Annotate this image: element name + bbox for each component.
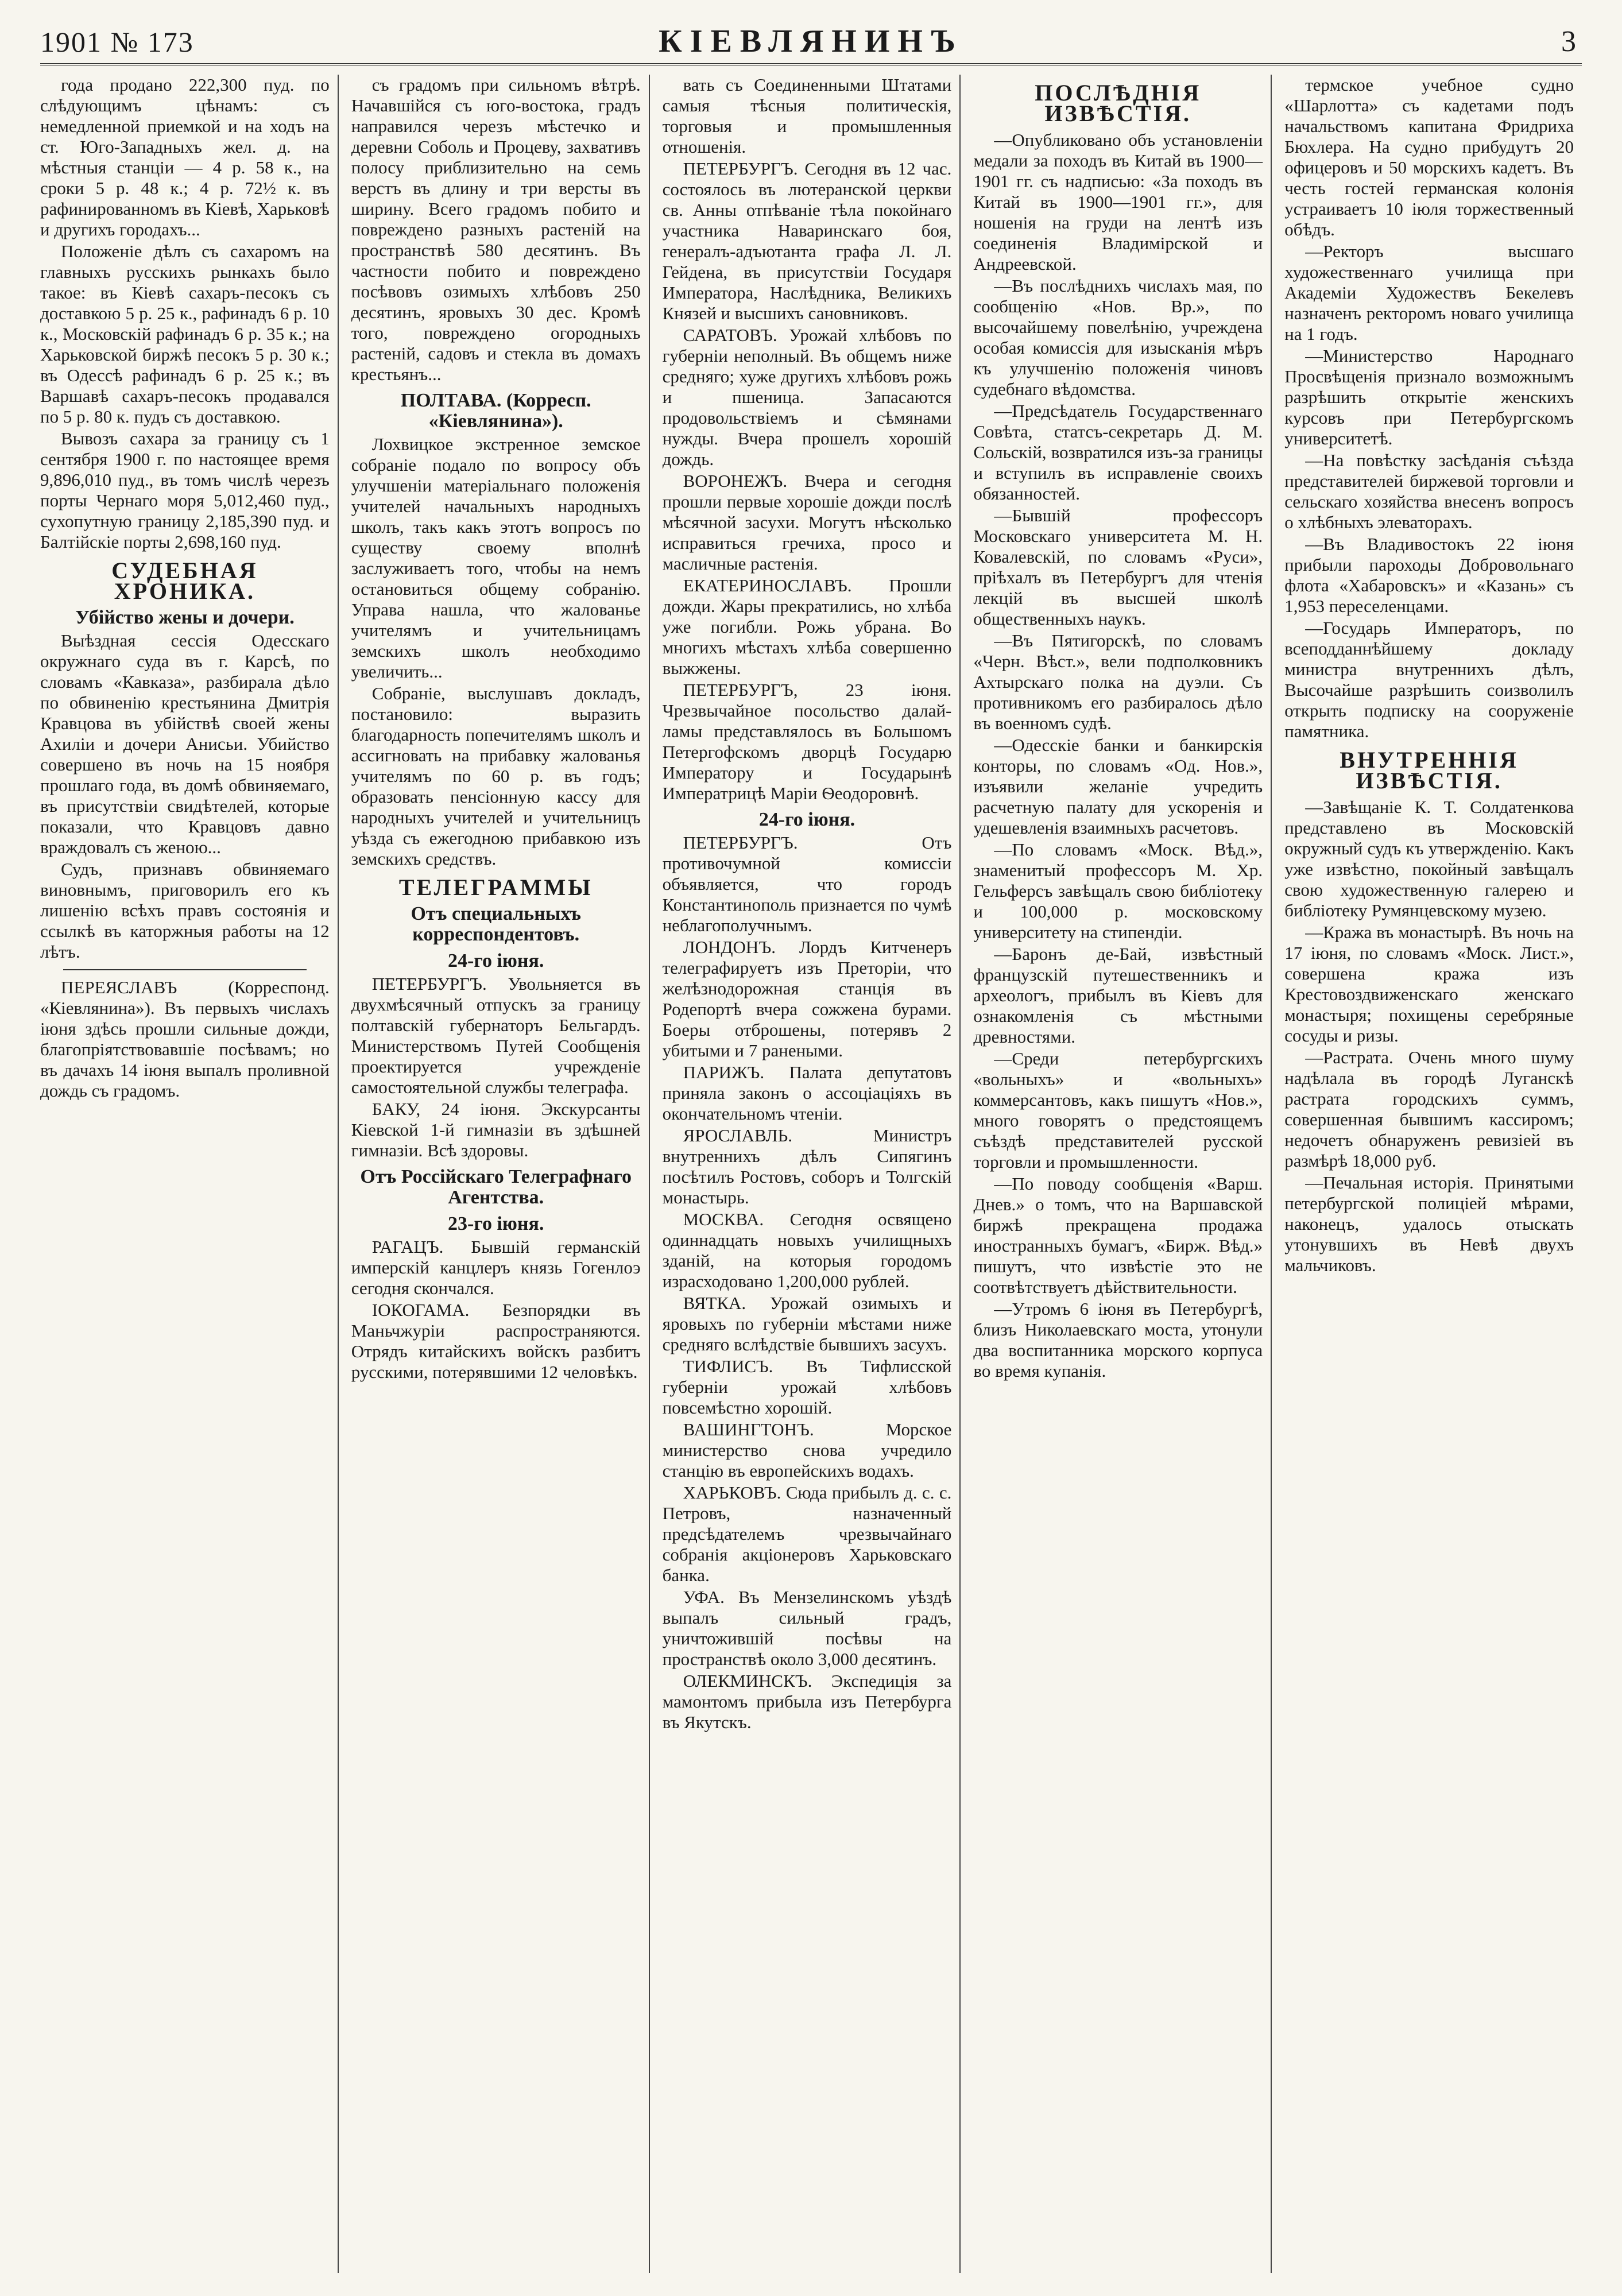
paragraph: —Въ послѣднихъ числахъ мая, по сообщенію «Нов. Вр.», по высочайшему повелѣнію, учреждена особая комиссія для изысканія мѣръ къ улучшенію положенія чиновъ судебнаго вѣдомства.: [973, 276, 1263, 399]
paragraph: —На повѣстку засѣданія съѣзда представителей биржевой торговли и сельскаго хозяйства внесенъ вопросъ о хлѣбныхъ элеваторахъ.: [1284, 450, 1574, 532]
paragraph: —Завѣщаніе К. Т. Солдатенкова представлено въ Московскій окружный судъ къ утвержденію. Какъ уже извѣстно, покойный завѣщалъ свою художественную галерею и библіотеку Румянцевскому музею.: [1284, 797, 1574, 920]
section-subtitle: Отъ специальныхъ корреспондентовъ.: [411, 903, 581, 945]
paragraph: —Растрата. Очень много шуму надѣлала въ городѣ Луганскѣ растрата городскихъ суммъ, совершенная бывшимъ кассиромъ; недочетъ обнаруженъ ревизіей въ размѣрѣ 18,000 руб.: [1284, 1047, 1574, 1171]
paragraph: Собраніе, выслушавъ докладъ, постановило: выразить благодарность попечителямъ школъ и ассигновать на прибавку жалованья учителямъ по 60 р. въ годъ; образовать пенсіонную кассу для народныхъ учителей и учительницъ уѣзда съ ежегодною прибавкою изъ земскихъ средствъ.: [351, 683, 641, 869]
paragraph: —Ректоръ высшаго художественнаго училища при Академіи Художествъ Бекелевъ назначенъ ректоромъ новаго училища на 1 годъ.: [1284, 241, 1574, 344]
paragraph: —Въ Владивостокъ 22 іюня прибыли пароходы Добровольнаго флота «Хабаровскъ» и «Казань» съ 1,953 переселенцами.: [1284, 534, 1574, 616]
date-heading: 24-го іюня.: [758, 809, 855, 830]
correspondence-title: ПОЛТАВА. (Корресп. «Кіевлянина»).: [400, 390, 591, 432]
date-heading: 24-го іюня.: [448, 950, 544, 971]
paragraph: Положеніе дѣлъ съ сахаромъ на главныхъ русскихъ рынкахъ было такое: въ Кіевѣ сахаръ-песокъ съ доставкою 5 р. 25 к., рафинадъ 6 р. 10 к., Московскій рафинадъ 6 р. 35 к.; на Харьковской биржѣ песокъ 5 р. 30 к.; въ Одессѣ рафинадъ 6 р. 25 к.; въ Варшавѣ сахаръ-песокъ продавался по 5 р. 80 к. пудъ съ доставкою.: [40, 241, 330, 427]
date-heading: 23-го іюня.: [448, 1213, 544, 1234]
paragraph: САРАТОВЪ. Урожай хлѣбовъ по губерніи неполный. Въ общемъ ниже средняго; хуже другихъ хлѣбовъ рожь и пшеница. Запасаются продовольствіемъ и сѣмянами нужды. Вчера прошелъ хорошій дождь.: [662, 325, 952, 469]
page-number: 3: [1561, 25, 1576, 58]
paragraph: ЛОНДОНЪ. Лордъ Китченеръ телеграфируетъ изъ Преторіи, что желѣзнодорожная станція въ Родепортѣ вчера сожжена бурами. Боеры отброшены, потерявъ 2 убитыми и 7 ранеными.: [662, 937, 952, 1060]
paragraph: ІОКОГАМА. Безпорядки въ Маньчжуріи распространяются. Отрядъ китайскихъ войскъ разбитъ русскими, потерявшими 12 человѣкъ.: [351, 1300, 641, 1382]
paragraph: Судъ, признавъ обвиняемаго виновнымъ, приговорилъ его къ лишенію всѣхъ правъ состоянія и ссылкѣ въ каторжныя работы на 12 лѣтъ.: [40, 859, 330, 962]
paragraph: —Въ Пятигорскѣ, по словамъ «Черн. Вѣст.», вели подполковникъ Ахтырскаго полка на дуэли. Съ противникомъ его разбиралось дѣло въ военномъ судѣ.: [973, 630, 1263, 733]
paragraph: ТИФЛИСЪ. Въ Тифлисской губерніи урожай хлѣбовъ повсемѣстно хорошій.: [662, 1356, 952, 1418]
paragraph: —Бывшій профессоръ Московскаго университета М. Н. Ковалевскій, по словамъ «Руси», пріѣхалъ въ Петербургъ для чтенія лекцій въ высшей школѣ общественныхъ наукъ.: [973, 505, 1263, 629]
paragraph: УФА. Въ Мензелинскомъ уѣздѣ выпалъ сильный градъ, уничтожившій посѣвы на пространствѣ около 3,000 десятинъ.: [662, 1587, 952, 1669]
paragraph: ЯРОСЛАВЛЬ. Министръ внутреннихъ дѣлъ Сипягинъ посѣтилъ Ростовъ, соборъ и Толгскій монастырь.: [662, 1125, 952, 1207]
section-title-internal-news: ВНУТРЕННІЯ ИЗВѢСТІЯ.: [1340, 747, 1519, 793]
section-title-latest-news: ПОСЛѢДНІЯ ИЗВѢСТІЯ.: [1035, 80, 1202, 126]
paragraph: ВОРОНЕЖЪ. Вчера и сегодня прошли первые хорошіе дожди послѣ мѣсячной засухи. Могутъ нѣсколько исправиться гречиха, просо и масличные растенія.: [662, 471, 952, 574]
columns: [40, 75, 1582, 2273]
paragraph: —Баронъ де-Бай, извѣстный французскій путешественникъ и археологъ, прибылъ въ Кіевъ для ознакомленія съ мѣстными древностями.: [973, 944, 1263, 1047]
paragraph: МОСКВА. Сегодня освящено одиннадцать новыхъ училищныхъ зданій, на которыя городомъ израсходовано 1,200,000 рублей.: [662, 1209, 952, 1291]
paragraph: года продано 222,300 пуд. по слѣдующимъ цѣнамъ: съ немедленной приемкой и на ходъ на ст. Юго-Западныхъ жел. д. на мѣстныя станціи — 4 р. 58 к., на сроки 5 р. 48 к.; 4 р. 72½ к. въ рафинированномъ въ Кіевѣ, Харьковѣ и другихъ городахъ...: [40, 75, 330, 239]
section-title-telegrams: ТЕЛЕГРАММЫ: [398, 874, 593, 900]
paragraph: Вывозъ сахара за границу съ 1 сентября 1900 г. по настоящее время 9,896,010 пуд., въ томъ числѣ черезъ порты Чернаго моря 5,012,460 пуд., сухопутную границу 2,185,390 пуд. и Балтійскіе порты 2,698,160 пуд.: [40, 428, 330, 552]
paragraph: —Кража въ монастырѣ. Въ ночь на 17 іюня, по словамъ «Моск. Лист.», совершена кража изъ Крестовоздвиженскаго женскаго монастыря; похищены серебряные сосуды и ризы.: [1284, 922, 1574, 1046]
paragraph: —По словамъ «Моск. Вѣд.», знаменитый профессоръ М. Хр. Гельферсъ завѣщалъ свою библіотеку и 100,000 р. московскому университету на стипендіи.: [973, 839, 1263, 942]
paragraph: —Одесскіе банки и банкирскія конторы, по словамъ «Од. Нов.», изъявили желаніе учредить расчетную палату для ускоренія и удешевленія взаимныхъ расчетовъ.: [973, 735, 1263, 838]
paragraph: —По поводу сообщенія «Варш. Днев.» о томъ, что на Варшавской биржѣ прекращена продажа иностранныхъ бумагъ, «Бирж. Вѣд.» пишутъ, что извѣстіе это не соотвѣтствуетъ дѣйствительности.: [973, 1174, 1263, 1297]
paragraph: ХАРЬКОВЪ. Сюда прибылъ д. с. с. Петровъ, назначенный предсѣдателемъ чрезвычайнаго собранія акціонеровъ Харьковскаго банка.: [662, 1482, 952, 1585]
masthead-title: КІЕВЛЯНИНЪ: [659, 24, 963, 59]
column-3: [663, 75, 961, 2273]
paragraph: БАКУ, 24 іюня. Экскурсанты Кіевской 1-й гимназіи въ здѣшней гимназіи. Всѣ здоровы.: [351, 1099, 641, 1160]
paragraph: —Печальная исторія. Принятыми петербургской полиціей мѣрами, наконецъ, удалось отыскать утонувшихъ въ Невѣ двухъ мальчиковъ.: [1284, 1172, 1574, 1275]
paragraph: ВЯТКА. Урожай озимыхъ и яровыхъ по губерніи мѣстами ниже средняго вслѣдствіе бывшихъ засухъ.: [662, 1293, 952, 1354]
paragraph: —Среди петербургскихъ «вольныхъ» и «вольныхъ» коммерсантовъ, какъ пишутъ «Нов.», много говорятъ о предстоящемъ съѣздѣ представителей русской торговли и промышленности.: [973, 1048, 1263, 1172]
section-subtitle: Отъ Россійскаго Телеграфнаго Агентства.: [360, 1166, 632, 1208]
paragraph: ПЕТЕРБУРГЪ. Отъ противочумной комиссіи объявляется, что городъ Константинополь признается по чумѣ неблагополучнымъ.: [662, 833, 952, 935]
paragraph: —Утромъ 6 іюня въ Петербургѣ, близъ Николаевскаго моста, утонули два воспитанника морского корпуса во время купанія.: [973, 1299, 1263, 1381]
paragraph: ПЕТЕРБУРГЪ. Сегодня въ 12 час. состоялось въ лютеранской церкви св. Анны отпѣваніе тѣла покойнаго участника Наваринскаго боя, генералъ-адъютанта графа Л. Л. Гейдена, въ присутствіи Государя Императора, Наслѣдника, Великихъ Князей и высшихъ сановниковъ.: [662, 158, 952, 323]
column-4: [973, 75, 1272, 2273]
paragraph: ПАРИЖЪ. Палата депутатовъ приняла законъ о ассоціаціяхъ въ окончательномъ чтеніи.: [662, 1062, 952, 1124]
section-title-court-chronicle: СУДЕБНАЯ ХРОНИКА.: [111, 557, 258, 604]
paragraph: термское учебное судно «Шарлотта» съ кадетами подъ начальствомъ капитана Фридриха Бюхлера. На судно прибудутъ 20 офицеровъ и 50 морскихъ кадетъ. Въ честь гостей германская колонія устраиваетъ 10 іюля торжественный обѣдъ.: [1284, 75, 1574, 239]
divider: [63, 969, 307, 970]
paragraph: РАГАЦЪ. Бывшій германскій имперскій канцлеръ князь Гогенлоэ сегодня скончался.: [351, 1237, 641, 1298]
page-header: [40, 23, 1582, 65]
paragraph: —Министерство Народнаго Просвѣщенія признало возможнымъ разрѣшить открытіе женскихъ курсовъ при Петербургскомъ университетѣ.: [1284, 346, 1574, 448]
paragraph: ВАШИНГТОНЪ. Морское министерство снова учредило станцію въ европейскихъ водахъ.: [662, 1419, 952, 1481]
paragraph: ЕКАТЕРИНОСЛАВЪ. Прошли дожди. Жары прекратились, но хлѣба уже погибли. Рожь убрана. Во многихъ мѣстахъ хлѣба совершенно выжжены.: [662, 575, 952, 678]
issue-number: 1901 № 173: [40, 26, 194, 58]
paragraph: съ градомъ при сильномъ вѣтрѣ. Начавшійся съ юго-востока, градъ направился черезъ мѣстечко и деревни Соболь и Процеву, захвативъ полосу приблизительно на семь верстъ въ длину и три версты въ ширину. Всего градомъ побито и повреждено разныхъ растеній на пространствѣ 580 десятинъ. Въ частности побито и повреждено посѣвовъ озимыхъ хлѣбовъ 250 десятинъ, яровыхъ 30 дес. Кромѣ того, повреждено огородныхъ растеній, садовъ и стекла въ домахъ крестьянъ...: [351, 75, 641, 384]
paragraph: —Предсѣдатель Государственнаго Совѣта, статсъ-секретарь Д. М. Сольскій, возвратился изъ-за границы и вступилъ въ исправленіе своихъ обязанностей.: [973, 401, 1263, 504]
section-subtitle: Убійство жены и дочери.: [75, 607, 295, 628]
paragraph: Выѣздная сессія Одесскаго окружнаго суда въ г. Карсѣ, по словамъ «Кавказа», разбирала дѣло по обвиненію крестьянина Дмитрія Кравцова въ убійствѣ своей жены Ахиліи и дочери Анисьи. Убийство совершено въ ночь на 15 ноября прошлаго года, въ домѣ обвиняемаго, въ присутствіи свидѣтелей, которые показали, что Кравцовъ давно враждовалъ съ женою...: [40, 630, 330, 857]
column-2: [351, 75, 650, 2273]
paragraph: Лохвицкое экстренное земское собраніе подало по вопросу объ улучшеніи матеріальнаго положенія учителей начальныхъ народныхъ школъ, такъ какъ этотъ вопросъ по существу своему вполнѣ заслуживаетъ того, чтобы на немъ остановиться общему собранію. Управа нашла, что жалованье учителямъ и учительницамъ земскихъ школъ необходимо увеличить...: [351, 434, 641, 682]
paragraph: ПЕРЕЯСЛАВЪ (Корреспонд. «Кіевлянина»). Въ первыхъ числахъ іюня здѣсь прошли сильные дожди, благопріятствовавшіе посѣвамъ; но въ дачахъ 14 іюня выпалъ проливной дождь съ градомъ.: [40, 977, 330, 1101]
paragraph: —Государь Императоръ, по всеподданнѣйшему докладу министра внутреннихъ дѣлъ, Высочайше разрѣшить соизволилъ открыть подписку на сооруженіе памятника.: [1284, 618, 1574, 741]
paragraph: ПЕТЕРБУРГЪ. Увольняется въ двухмѣсячный отпускъ за границу полтавскій губернаторъ Бельгардъ. Министерствомъ Путей Сообщенія проектируется учрежденіе самостоятельной службы телеграфа.: [351, 974, 641, 1097]
paragraph: —Опубликовано объ установленіи медали за походъ въ Китай въ 1900—1901 гг. съ надписью: «За походъ въ Китай въ 1900—1901 гг.», для ношенія на груди на лентѣ изъ соединенія Владимірской и Андреевской.: [973, 130, 1263, 274]
column-1: [40, 75, 339, 2273]
paragraph: ПЕТЕРБУРГЪ, 23 іюня. Чрезвычайное посольство далай-ламы представлялось въ Большомъ Петергофскомъ дворцѣ Государю Императору и Государынѣ Императрицѣ Маріи Ѳеодоровнѣ.: [662, 680, 952, 803]
column-5: [1284, 75, 1582, 2273]
paragraph: ОЛЕКМИНСКЪ. Экспедиція за мамонтомъ прибыла изъ Петербурга въ Якутскъ.: [662, 1671, 952, 1732]
paragraph: вать съ Соединенными Штатами самыя тѣсныя политическія, торговыя и промышленныя отношенія.: [662, 75, 952, 157]
